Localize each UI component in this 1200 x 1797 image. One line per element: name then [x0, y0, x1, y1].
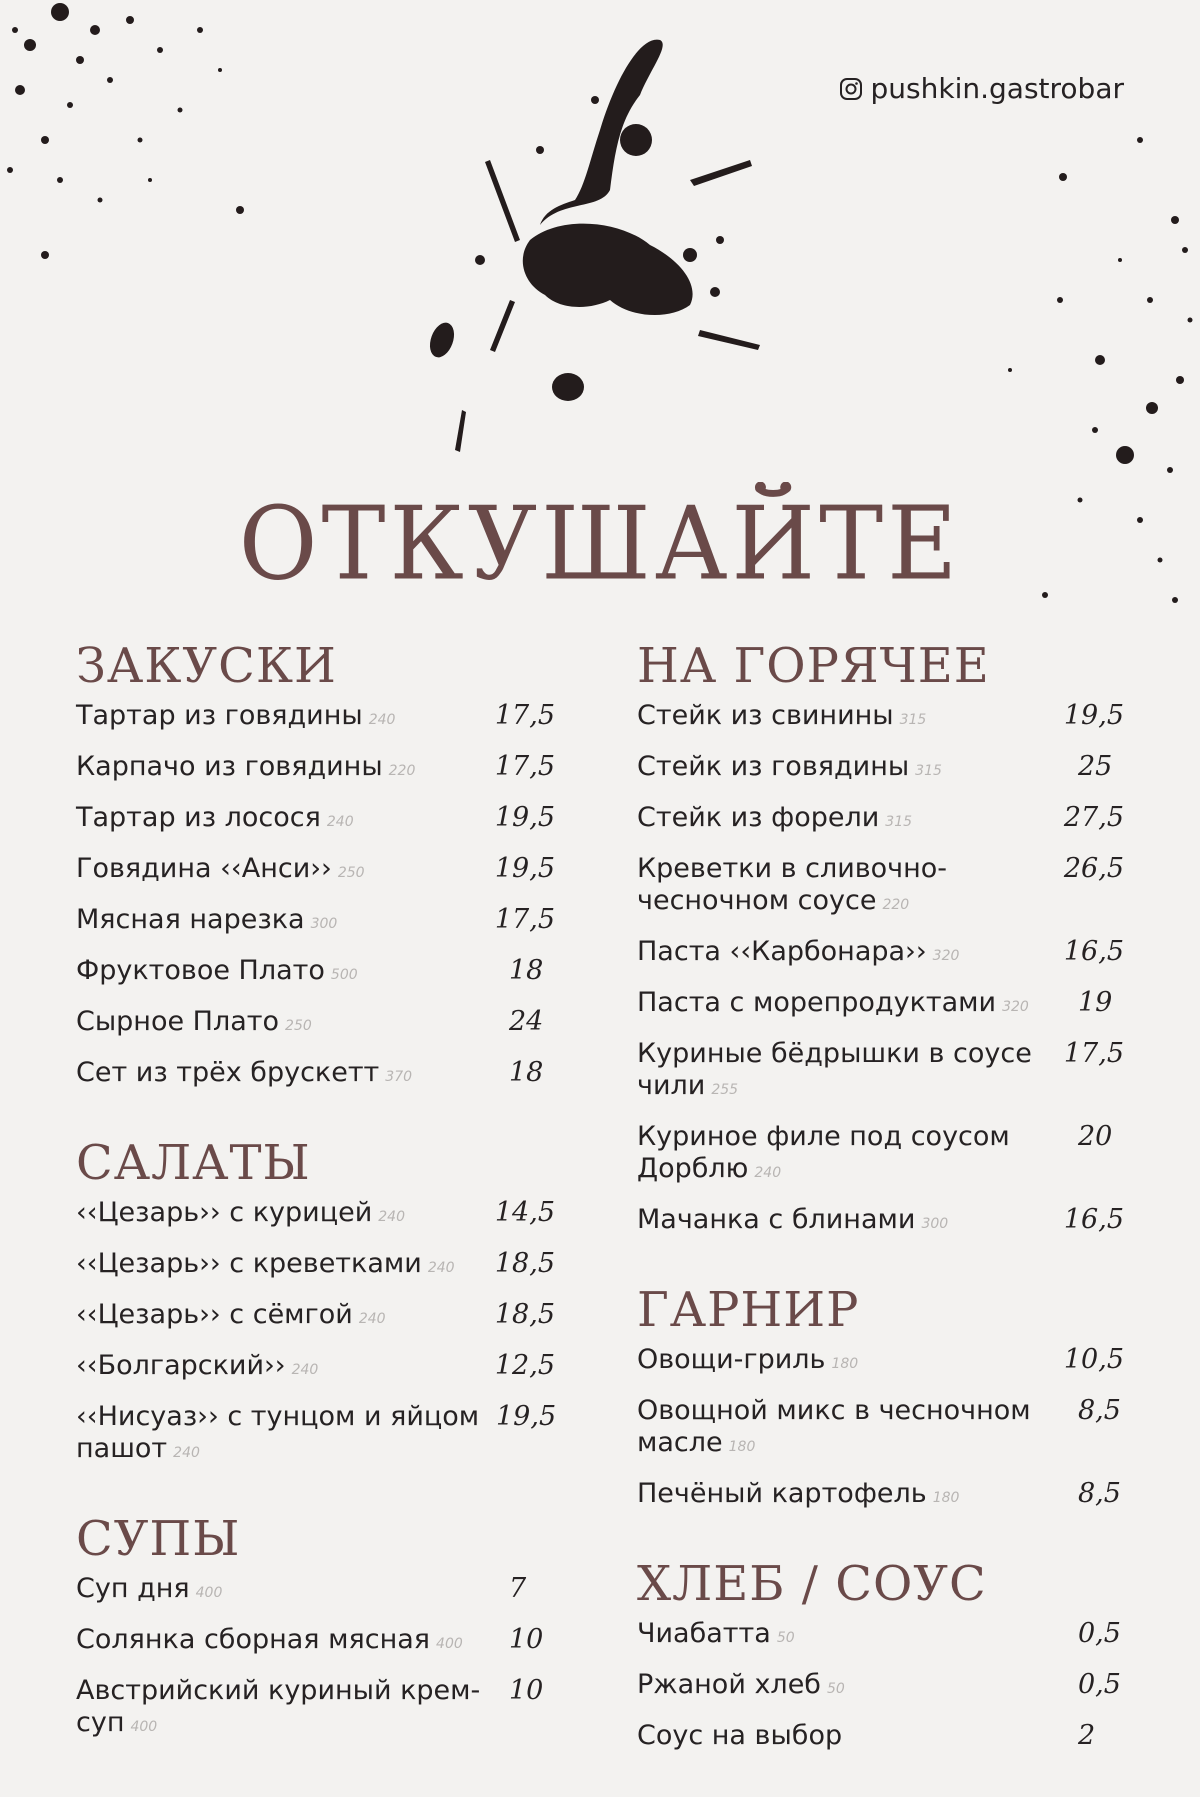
menu-item-price: 18: [509, 955, 544, 986]
menu-item-name: Фруктовое Плато: [76, 955, 325, 986]
menu-item: [76, 802, 561, 838]
menu-item-weight: 400: [195, 1585, 223, 1601]
menu-item-price: 19,5: [1063, 700, 1124, 731]
menu-item-weight: 250: [337, 865, 365, 881]
menu-item-name-block: [76, 1197, 405, 1233]
menu-item-name: Солянка сборная мясная: [76, 1624, 431, 1655]
menu-item-name: Сет из трёх брускетт: [76, 1057, 380, 1088]
menu-item-price: 16,5: [1063, 936, 1124, 967]
menu-item-weight: 240: [368, 712, 396, 728]
menu-item-weight: 255: [711, 1082, 739, 1098]
menu-item-price: 10: [509, 1624, 544, 1655]
menu-item-name: ‹‹Цезарь›› с сёмгой: [76, 1299, 353, 1330]
menu-item-price: 17,5: [494, 904, 555, 935]
menu-item: [637, 936, 1124, 972]
menu-item-name: Тартар из говядины: [76, 700, 363, 731]
menu-item-weight: 500: [330, 967, 358, 983]
menu-item-weight: 240: [427, 1260, 455, 1276]
menu-item-name: Карпачо из говядины: [76, 751, 383, 782]
menu-item-weight: 315: [885, 814, 913, 830]
section-title: ХЛЕБ / СОУС: [637, 1556, 987, 1612]
menu-item-name-block: [76, 751, 415, 787]
menu-item: [637, 802, 1124, 838]
menu-item-name: Соус на выбор: [637, 1720, 843, 1751]
menu-section: [637, 1280, 1124, 1514]
menu-section: [76, 1133, 561, 1469]
instagram-link[interactable]: [839, 72, 1124, 105]
menu-item-name-block: [76, 1057, 412, 1093]
menu-item-weight: 240: [358, 1311, 386, 1327]
menu-item-name: Овощной микс в чесночном масле: [637, 1395, 1031, 1458]
menu-item-name: Креветки в сливочно-чесночном соусе: [637, 853, 948, 916]
menu-item: [76, 1299, 561, 1335]
section-title: САЛАТЫ: [76, 1135, 311, 1191]
menu-item: [76, 1006, 561, 1042]
menu-item: [76, 1350, 561, 1386]
menu-item-name-block: [76, 1675, 496, 1743]
menu-item-price: 19,5: [494, 802, 555, 833]
menu-item-price: 10: [509, 1675, 544, 1706]
menu-item-name-block: [637, 1344, 858, 1380]
menu-item: [76, 904, 561, 940]
menu-item-weight: 50: [776, 1630, 795, 1646]
menu-item-price: 17,5: [494, 700, 555, 731]
menu-item-name-block: [76, 802, 354, 838]
menu-item: [637, 1669, 1124, 1705]
menu-item-name: ‹‹Болгарский››: [76, 1350, 286, 1381]
menu-item-weight: 250: [285, 1018, 312, 1034]
menu-item-name-block: [637, 1478, 959, 1514]
menu-item-name-block: [76, 1624, 463, 1660]
menu-item-name: Куриные бёдрышки в соусе чили: [637, 1038, 1032, 1101]
menu-item-price: 18,5: [494, 1299, 555, 1330]
menu-item-name: Мачанка с блинами: [637, 1204, 916, 1235]
menu-item: [76, 955, 561, 991]
menu-item: [637, 1478, 1124, 1514]
menu-item-name: Говядина ‹‹Анси››: [76, 853, 332, 884]
menu-item-price: 17,5: [1063, 1038, 1124, 1069]
menu-item-price: 24: [509, 1006, 544, 1037]
menu-item-price: 0,5: [1078, 1618, 1121, 1649]
menu-item-weight: 400: [436, 1636, 463, 1652]
instagram-icon: [839, 77, 863, 101]
menu-item-price: 7: [509, 1573, 527, 1604]
menu-item-price: 27,5: [1063, 802, 1124, 833]
menu-item-name-block: [637, 936, 959, 972]
menu-item-price: 10,5: [1063, 1344, 1124, 1375]
menu-item-name-block: [637, 1121, 1057, 1189]
menu-item-name-block: [637, 1720, 842, 1752]
menu-item: [637, 853, 1124, 921]
menu-item-price: 19,5: [496, 1401, 557, 1432]
menu-item-weight: 370: [385, 1069, 413, 1085]
menu-item-price: 8,5: [1078, 1395, 1121, 1426]
menu-item-weight: 240: [378, 1209, 405, 1225]
menu-item-weight: 220: [882, 897, 910, 913]
menu-item-name-block: [76, 1350, 318, 1386]
menu-item-weight: 240: [326, 814, 354, 830]
menu-item-weight: 240: [173, 1445, 200, 1461]
menu-item: [76, 1401, 561, 1469]
menu-item: [76, 1675, 561, 1743]
menu-item-weight: 400: [130, 1719, 158, 1735]
menu-item-name: Куриное филе под соусом Дорблю: [637, 1121, 1010, 1184]
menu-item-weight: 240: [754, 1165, 782, 1181]
menu-item-weight: 180: [932, 1490, 960, 1506]
menu-item-weight: 315: [915, 763, 942, 779]
menu-item-price: 26,5: [1063, 853, 1124, 884]
menu-item: [637, 1720, 1124, 1752]
menu-item-weight: 180: [728, 1439, 756, 1455]
menu-item-name: Паста ‹‹Карбонара››: [637, 936, 927, 967]
menu-item-name-block: [637, 1038, 1057, 1106]
menu-item-name-block: [76, 1248, 455, 1284]
menu-section: [76, 1509, 561, 1743]
menu-item-name: Стейк из свинины: [637, 700, 894, 731]
menu-item: [637, 1618, 1124, 1654]
menu-item-price: 14,5: [494, 1197, 555, 1228]
menu-section: [637, 636, 1124, 1240]
menu-item-name-block: [76, 1401, 496, 1469]
menu-item: [637, 987, 1124, 1023]
menu-item-name-block: [637, 853, 1057, 921]
menu-item: [76, 1248, 561, 1284]
menu-item-name-block: [637, 1395, 1057, 1463]
menu-item-name-block: [637, 802, 912, 838]
menu-item-name: Сырное Плато: [76, 1006, 280, 1037]
menu-item-weight: 315: [899, 712, 927, 728]
menu-item-name: Суп дня: [76, 1573, 190, 1604]
menu-item-name: ‹‹Цезарь›› с креветками: [76, 1248, 422, 1279]
menu-item-name-block: [637, 751, 942, 787]
instagram-handle: pushkin.gastrobar: [870, 72, 1124, 105]
menu-title: ОТКУШАЙТЕ: [238, 485, 962, 603]
menu-item-price: 18: [509, 1057, 544, 1088]
menu-item-name: Мясная нарезка: [76, 904, 305, 935]
menu-item-weight: 240: [291, 1362, 319, 1378]
menu-item: [637, 1038, 1124, 1106]
section-title: ЗАКУСКИ: [76, 638, 337, 694]
menu-item-name: Австрийский куриный крем-суп: [76, 1675, 481, 1738]
menu-item: [637, 1121, 1124, 1189]
left-column: [76, 636, 561, 1783]
menu-item: [76, 1624, 561, 1660]
menu-item-name-block: [76, 904, 337, 940]
menu-item-price: 16,5: [1063, 1204, 1124, 1235]
menu-item-price: 20: [1078, 1121, 1113, 1152]
section-title: НА ГОРЯЧЕЕ: [637, 638, 990, 694]
menu-item: [637, 1344, 1124, 1380]
menu-item-weight: 300: [921, 1216, 949, 1232]
menu-item-weight: 180: [831, 1356, 859, 1372]
menu-item-name: Тартар из лосося: [76, 802, 321, 833]
menu-item-name-block: [76, 1299, 386, 1335]
menu-item-name: Стейк из форели: [637, 802, 880, 833]
menu-item-price: 2: [1078, 1720, 1096, 1751]
menu-item: [76, 1573, 561, 1609]
menu-item-name-block: [76, 1006, 312, 1042]
menu-item-name-block: [76, 955, 358, 991]
menu-item-name: Печёный картофель: [637, 1478, 927, 1509]
menu-item-weight: 220: [388, 763, 416, 779]
menu-item-price: 25: [1078, 751, 1113, 782]
menu-item-name-block: [637, 1618, 795, 1654]
menu-item: [637, 1395, 1124, 1463]
menu-item-name-block: [76, 700, 395, 736]
menu-item: [637, 1204, 1124, 1240]
section-title: СУПЫ: [76, 1511, 241, 1567]
menu-item: [76, 751, 561, 787]
menu-item-weight: 320: [932, 948, 960, 964]
menu-item-name-block: [637, 700, 926, 736]
menu-item-name: Стейк из говядины: [637, 751, 910, 782]
menu-item: [76, 1197, 561, 1233]
menu-item-name: Овощи-гриль: [637, 1344, 826, 1375]
menu-item-name: Паста с морепродуктами: [637, 987, 997, 1018]
menu-item: [76, 853, 561, 889]
menu-item: [637, 751, 1124, 787]
menu-item-name: Ржаной хлеб: [637, 1669, 821, 1700]
menu-item-price: 0,5: [1078, 1669, 1121, 1700]
menu-item-weight: 300: [310, 916, 338, 932]
menu-item-name-block: [637, 1669, 845, 1705]
menu-item-name: ‹‹Нисуаз›› с тунцом и яйцом пашот: [76, 1401, 480, 1464]
menu-item: [76, 700, 561, 736]
menu-item-weight: 50: [826, 1681, 845, 1697]
menu-item-name-block: [637, 987, 1029, 1023]
menu-item-price: 19,5: [494, 853, 555, 884]
menu-item: [76, 1057, 561, 1093]
menu-item-name: ‹‹Цезарь›› с курицей: [76, 1197, 373, 1228]
menu-item-name: Чиабатта: [637, 1618, 771, 1649]
menu-item-price: 12,5: [494, 1350, 555, 1381]
menu-item-price: 18,5: [494, 1248, 555, 1279]
menu-item-name-block: [637, 1204, 948, 1240]
menu-item-price: 8,5: [1078, 1478, 1121, 1509]
menu-item-weight: 320: [1002, 999, 1029, 1015]
menu-section: [637, 1554, 1124, 1752]
right-column: [637, 636, 1124, 1792]
menu-item-price: 19: [1078, 987, 1113, 1018]
section-title: ГАРНИР: [637, 1282, 860, 1338]
menu-item-name-block: [76, 1573, 222, 1609]
menu-item: [637, 700, 1124, 736]
menu-item-name-block: [76, 853, 365, 889]
menu-item-price: 17,5: [494, 751, 555, 782]
menu-section: [76, 636, 561, 1093]
